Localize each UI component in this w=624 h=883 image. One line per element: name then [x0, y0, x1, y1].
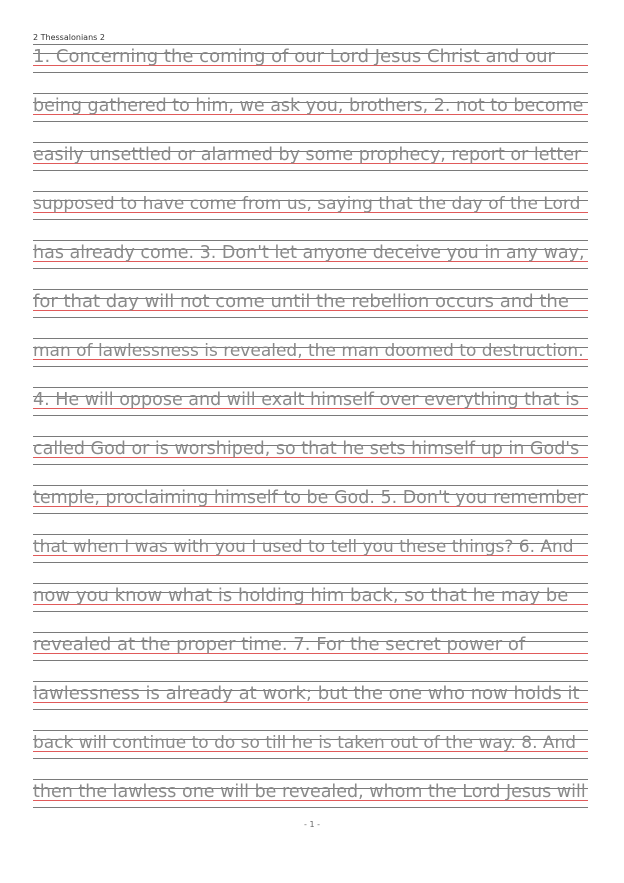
practice-line — [33, 387, 588, 427]
guide-rule — [33, 583, 588, 584]
trace-text: lawlessness is already at work; but the one who now holds it — [33, 683, 580, 704]
guide-rule — [33, 44, 588, 45]
practice-line — [33, 632, 588, 672]
practice-line — [33, 779, 588, 819]
trace-text: now you know what is holding him back, so that he may be — [33, 585, 569, 606]
practice-line — [33, 436, 588, 476]
guide-rule — [33, 611, 588, 612]
guide-rule — [33, 485, 588, 486]
practice-line — [33, 289, 588, 329]
trace-text: supposed to have come from us, saying that the day of the Lord — [33, 194, 581, 214]
practice-line — [33, 534, 588, 574]
guide-rule — [33, 240, 588, 241]
guide-rule — [33, 513, 588, 514]
guide-rule — [33, 387, 588, 388]
guide-rule — [33, 534, 588, 535]
guide-rule — [33, 93, 588, 94]
guide-rule — [33, 415, 588, 416]
guide-rule — [33, 681, 588, 682]
guide-rule — [33, 730, 588, 731]
trace-text: being gathered to him, we ask you, brothers, 2. not to become — [33, 96, 584, 116]
page-number: - 1 - — [304, 820, 320, 829]
guide-rule — [33, 317, 588, 318]
guide-rule — [33, 807, 588, 808]
guide-rule — [33, 338, 588, 339]
guide-rule — [33, 660, 588, 661]
practice-line — [33, 681, 588, 721]
guide-rule — [33, 709, 588, 710]
trace-text: temple, proclaiming himself to be God. 5. Don't you remember — [33, 488, 585, 508]
guide-rule — [33, 268, 588, 269]
practice-line — [33, 240, 588, 280]
trace-text: revealed at the proper time. 7. For the secret power of — [33, 634, 526, 655]
guide-rule — [33, 121, 588, 122]
trace-text: called God or is worshiped, so that he sets himself up in God's — [33, 439, 580, 459]
practice-line — [33, 338, 588, 378]
guide-rule — [33, 72, 588, 73]
trace-text: back will continue to do so till he is taken out of the way. 8. And — [33, 733, 577, 753]
guide-rule — [33, 632, 588, 633]
guide-rule — [33, 366, 588, 367]
practice-line — [33, 93, 588, 133]
practice-line — [33, 191, 588, 231]
guide-rule — [33, 562, 588, 563]
practice-line — [33, 485, 588, 525]
trace-text: for that day will not come until the rebellion occurs and the — [33, 291, 569, 312]
trace-text: that when I was with you I used to tell you these things? 6. And — [33, 537, 574, 557]
trace-text: 4. He will oppose and will exalt himself over everything that is — [33, 390, 580, 410]
guide-rule — [33, 219, 588, 220]
guide-rule — [33, 289, 588, 290]
practice-line — [33, 44, 588, 84]
guide-rule — [33, 436, 588, 437]
guide-rule — [33, 142, 588, 143]
practice-line — [33, 730, 588, 770]
guide-rule — [33, 191, 588, 192]
trace-text: man of lawlessness is revealed, the man doomed to destruction. — [33, 341, 584, 361]
page-header: 2 Thessalonians 2 — [33, 33, 105, 42]
practice-line — [33, 142, 588, 182]
handwriting-practice-lines — [33, 0, 588, 883]
guide-rule — [33, 464, 588, 465]
guide-rule — [33, 170, 588, 171]
trace-text: has already come. 3. Don't let anyone deceive you in any way, — [33, 243, 585, 263]
guide-rule — [33, 758, 588, 759]
guide-rule — [33, 779, 588, 780]
trace-text: easily unsettled or alarmed by some prophecy, report or letter — [33, 145, 582, 165]
trace-text: then the lawless one will be revealed, whom the Lord Jesus will — [33, 782, 586, 802]
trace-text: 1. Concerning the coming of our Lord Jesus Christ and our — [33, 46, 555, 67]
practice-line — [33, 583, 588, 623]
